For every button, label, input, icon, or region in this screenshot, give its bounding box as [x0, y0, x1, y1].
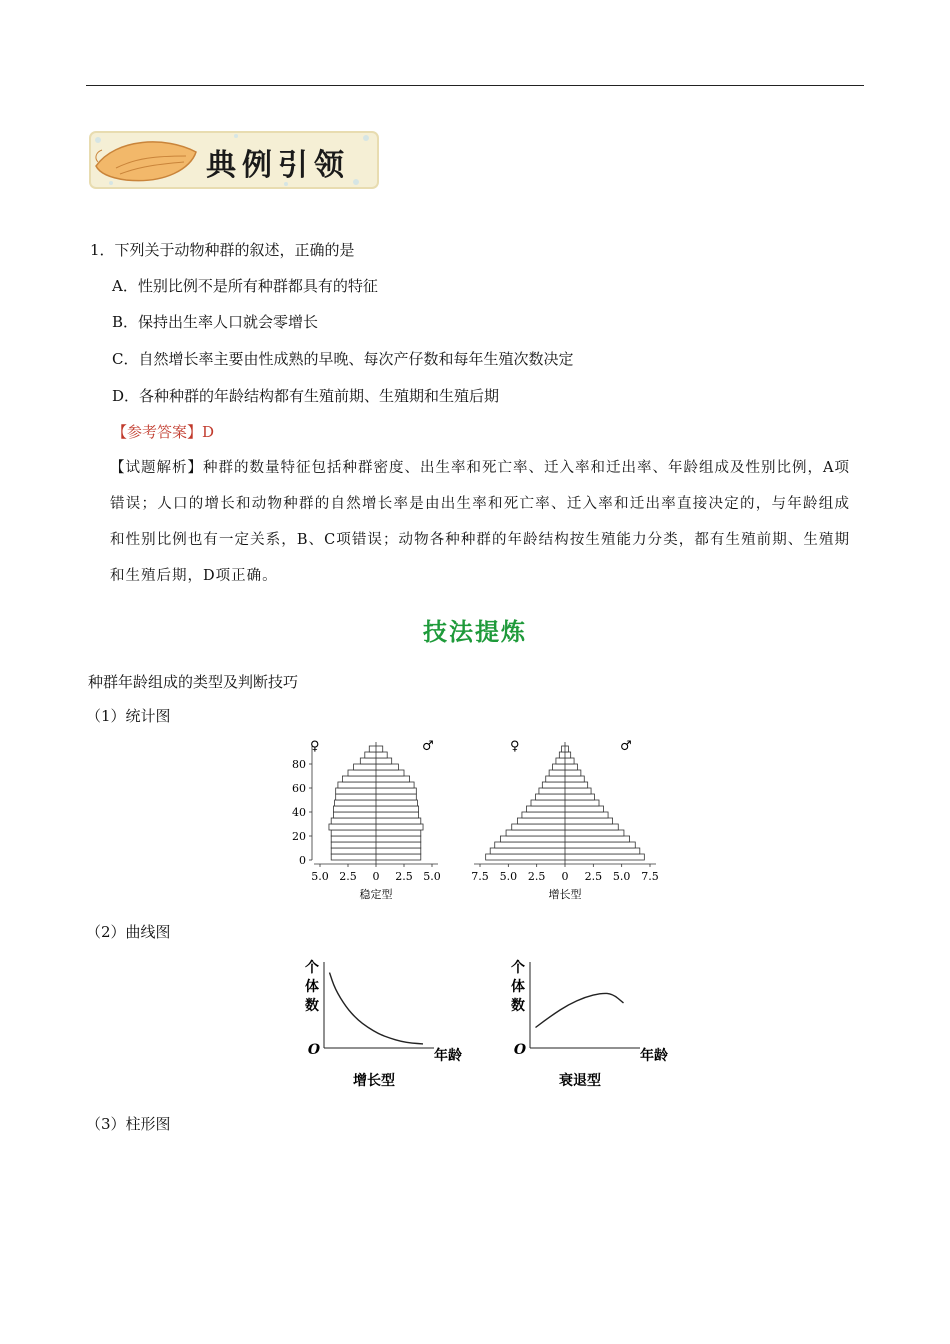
pyramid-title: 增长型 — [548, 888, 582, 901]
option-a: A．性别比例不是所有种群都具有的特征 — [112, 277, 378, 295]
female-symbol: ♀ — [510, 739, 520, 754]
pyramid-y-tick-label: 0 — [299, 854, 306, 867]
item-bar-chart: （3）柱形图 — [86, 1115, 171, 1133]
item-statistic-chart: （1）统计图 — [86, 707, 171, 725]
option-c: C．自然增长率主要由性成熟的早晚、每次产仔数和每年生殖次数决定 — [112, 350, 574, 368]
pyramid-x-tick-label: 2.5 — [339, 870, 357, 883]
curve-title: 衰退型 — [559, 1073, 601, 1089]
curve-y-label: 个 — [305, 960, 319, 976]
example-banner — [86, 128, 382, 192]
age-pyramid-figure — [280, 732, 680, 907]
explanation — [110, 450, 850, 594]
curve-y-label: 体 — [511, 979, 525, 995]
curve-x-label: 年龄 — [640, 1048, 668, 1064]
option-d: D．各种种群的年龄结构都有生殖前期、生殖期和生殖后期 — [112, 387, 500, 405]
pyramid-x-tick-label: 5.0 — [311, 870, 329, 883]
age-curve-figure — [290, 958, 670, 1098]
pyramid-y-tick-label: 80 — [292, 758, 306, 771]
section-intro: 种群年龄组成的类型及判断技巧 — [88, 673, 299, 691]
curve-y-label: 个 — [511, 960, 525, 976]
banner-title: 典例引领 — [206, 148, 350, 183]
pyramid-x-tick-label: 5.0 — [423, 870, 441, 883]
pyramid-y-tick-label: 40 — [292, 806, 306, 819]
curve-origin-label: O — [307, 1042, 321, 1058]
pyramid-x-tick-label: 5.0 — [499, 870, 518, 883]
curve-chart-decline — [511, 959, 668, 1089]
pyramid-x-tick-label: 5.0 — [612, 870, 631, 883]
pyramid-x-tick-label: 7.5 — [641, 870, 659, 883]
item-curve-chart: （2）曲线图 — [86, 923, 171, 941]
curve-y-label: 体 — [305, 979, 319, 995]
answer-value: D — [202, 423, 215, 441]
explanation-text: 种群的数量特征包括种群密度、出生率和死亡率、迁入率和迁出率、年龄组成及性别比例，A项错误；人口的增长和动物种群的自然增长率是由出生率和死亡率、迁入率和迁出率直接决定的，与年龄组成和性别比例也有一定关系，B、C项错误；动物各种种群的年龄结构按生殖能力分类，都有生殖前期、生殖期和生殖后期，D项正确。 — [110, 460, 851, 584]
pyramid-x-tick-label: 0 — [561, 870, 569, 883]
curve-origin-label: O — [513, 1042, 527, 1058]
pyramid-growth — [471, 739, 659, 901]
curve-x-label: 年龄 — [434, 1048, 462, 1064]
curve-line — [330, 973, 424, 1044]
top-rule — [86, 85, 864, 86]
section-title: 技法提炼 — [423, 617, 527, 646]
pyramid-x-tick-label: 2.5 — [527, 870, 546, 883]
male-symbol: ♂ — [620, 739, 632, 754]
pyramid-x-tick-label: 2.5 — [395, 870, 413, 883]
curve-line — [536, 993, 624, 1027]
answer-line — [112, 421, 214, 442]
explanation-label: 【试题解析】 — [110, 460, 204, 476]
pyramid-title: 稳定型 — [359, 888, 393, 901]
curve-chart-growth — [305, 959, 462, 1089]
pyramid-x-tick-label: 0 — [372, 870, 380, 883]
pyramid-stable — [292, 739, 441, 901]
pyramid-y-tick-label: 60 — [292, 782, 306, 795]
pyramid-x-tick-label: 7.5 — [471, 870, 489, 883]
female-symbol: ♀ — [310, 739, 320, 754]
male-symbol: ♂ — [422, 739, 434, 754]
curve-y-label: 数 — [511, 998, 525, 1014]
option-b: B．保持出生率人口就会零增长 — [112, 313, 319, 331]
pyramid-y-tick-label: 20 — [292, 830, 306, 843]
curve-title: 增长型 — [353, 1073, 395, 1089]
curve-y-label: 数 — [305, 998, 319, 1014]
answer-label: 【参考答案】 — [112, 423, 203, 441]
question-stem: 1．下列关于动物种群的叙述，正确的是 — [90, 241, 355, 259]
pyramid-x-tick-label: 2.5 — [584, 870, 603, 883]
